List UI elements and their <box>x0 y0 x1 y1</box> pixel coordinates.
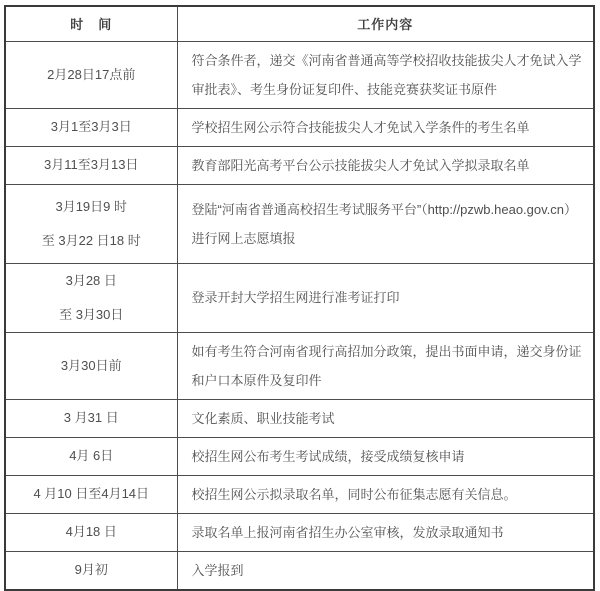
content-cell: 符合条件者，递交《河南省普通高等学校招收技能拔尖人才免试入学审批表》、考生身份证复印件、技能竞赛获奖证书原件 <box>177 41 594 108</box>
content-cell: 登录开封大学招生网进行准考证打印 <box>177 263 594 332</box>
time-text: 3月1至3月3日 <box>50 119 132 134</box>
table-row <box>5 332 594 399</box>
time-cell <box>5 184 177 263</box>
time-text: 3月11至3月13日 <box>44 157 139 172</box>
schedule-table-body <box>5 41 594 590</box>
time-column-header: 时 间 <box>5 6 177 41</box>
time-text: 至 3月30日 <box>59 306 124 322</box>
time-text: 4月18 日 <box>65 524 117 539</box>
time-cell <box>5 551 177 590</box>
time-text: 3月19日9 时 <box>55 198 128 214</box>
time-text: 2月28日17点前 <box>47 66 136 82</box>
content-cell: 登陆“河南省普通高校招生考试服务平台”（http://pzwb.heao.gov.cn）进行网上志愿填报 <box>177 184 594 263</box>
time-text: 3月28 日 <box>65 272 117 288</box>
content-cell: 入学报到 <box>177 551 594 590</box>
table-row <box>5 108 594 146</box>
table-row <box>5 146 594 184</box>
time-cell <box>5 332 177 399</box>
content-cell: 校招生网公示拟录取名单，同时公布征集志愿有关信息。 <box>177 475 594 513</box>
time-cell <box>5 475 177 513</box>
time-cell <box>5 263 177 332</box>
table-row <box>5 437 594 475</box>
table-row <box>5 399 594 437</box>
table-row <box>5 551 594 590</box>
time-text: 3月30日前 <box>60 357 122 373</box>
time-cell <box>5 399 177 437</box>
content-cell: 教育部阳光高考平台公示技能拔尖人才免试入学拟录取名单 <box>177 146 594 184</box>
time-cell <box>5 108 177 146</box>
table-row <box>5 513 594 551</box>
table-row <box>5 41 594 108</box>
table-row <box>5 263 594 332</box>
content-cell: 如有考生符合河南省现行高招加分政策，提出书面申请，递交身份证和户口本原件及复印件 <box>177 332 594 399</box>
table-row <box>5 475 594 513</box>
time-text: 至 3月22 日18 时 <box>41 232 141 248</box>
content-cell: 录取名单上报河南省招生办公室审核，发放录取通知书 <box>177 513 594 551</box>
time-text: 4月 6日 <box>69 448 114 463</box>
content-cell: 校招生网公布考生考试成绩，接受成绩复核申请 <box>177 437 594 475</box>
content-column-header: 工作内容 <box>177 6 594 41</box>
time-text: 9月初 <box>74 562 108 578</box>
content-cell: 文化素质、职业技能考试 <box>177 399 594 437</box>
time-text: 4 月10 日至4月14日 <box>33 486 150 501</box>
content-cell: 学校招生网公示符合技能拔尖人才免试入学条件的考生名单 <box>177 108 594 146</box>
time-text: 3 月31 日 <box>63 410 119 425</box>
time-cell <box>5 146 177 184</box>
table-row <box>5 184 594 263</box>
header-row <box>5 6 594 41</box>
time-cell <box>5 513 177 551</box>
time-cell <box>5 41 177 108</box>
time-cell <box>5 437 177 475</box>
schedule-table <box>4 5 595 591</box>
